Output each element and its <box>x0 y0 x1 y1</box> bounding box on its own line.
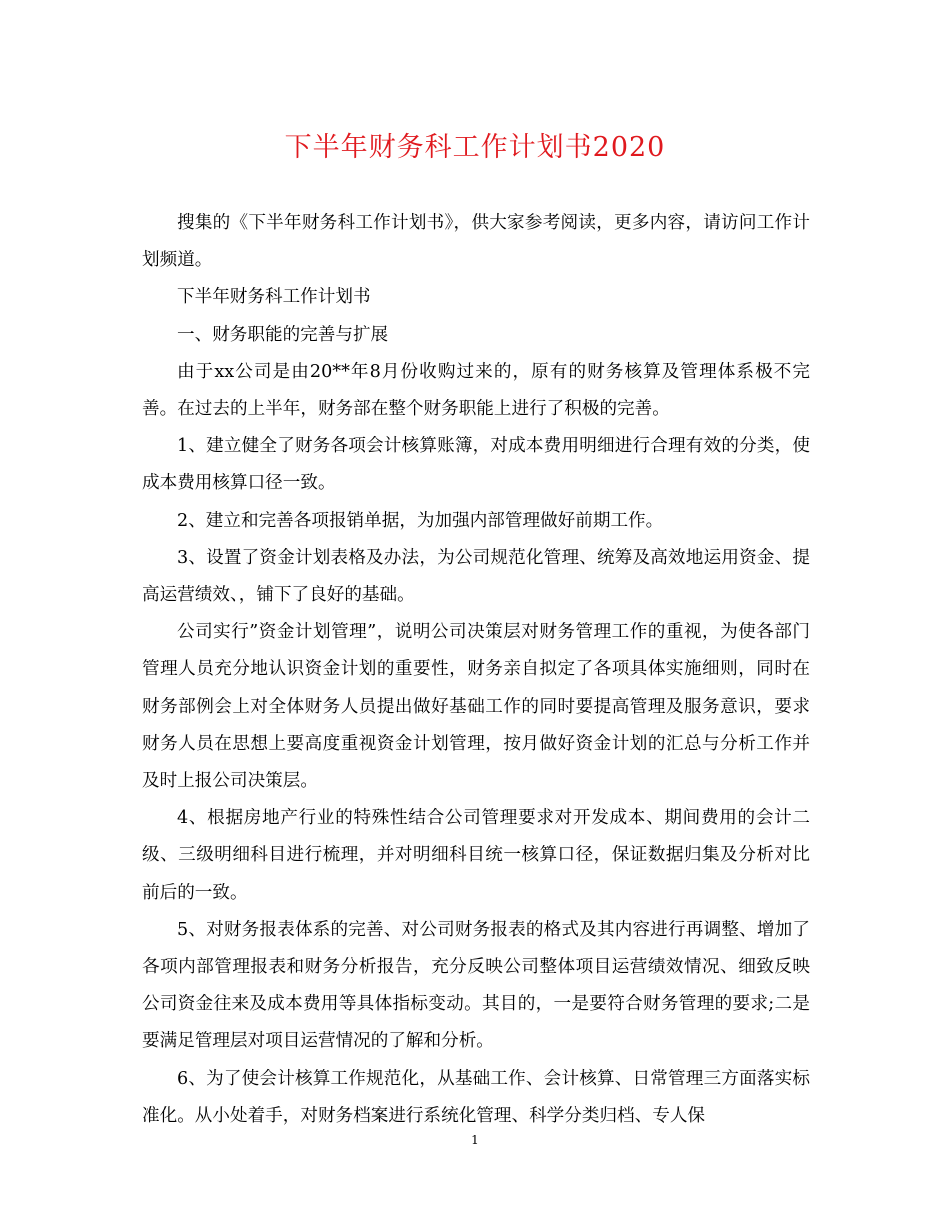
intro-paragraph: 搜集的《下半年财务科工作计划书》，供大家参考阅读，更多内容，请访问工作计划频道。 <box>142 213 810 271</box>
list-item-5: 5、对财务报表体系的完善、对公司财务报表的格式及其内容进行再调整、增加了各项内部管理报表和财务分析报告，充分反映公司整体项目运营绩效情况、细致反映公司资金往来及成本费用等具体指标变动。其目的，一是要符合财务管理的要求;二是要满足管理层对项目运营情况的了解和分析。 <box>142 919 810 1052</box>
document-title: 下半年财务科工作计划书2020 <box>284 132 666 163</box>
list-item-4: 4、根据房地产行业的特殊性结合公司管理要求对开发成本、期间费用的会计二级、三级明细科目进行梳理，并对明细科目统一核算口径，保证数据归集及分析对比前后的一致。 <box>142 808 810 903</box>
document-body <box>142 205 810 1135</box>
list-item-1: 1、建立健全了财务各项会计核算账簿，对成本费用明细进行合理有效的分类，使成本费用核算口径一致。 <box>142 436 810 494</box>
page-number: 1 <box>471 1133 479 1147</box>
list-item-3: 3、设置了资金计划表格及办法，为公司规范化管理、统筹及高效地运用资金、提高运营绩效、，铺下了良好的基础。 <box>142 547 810 606</box>
body-paragraph: 公司实行”资金计划管理”，说明公司决策层对财务管理工作的重视，为使各部门管理人员充分地认识资金计划的重要性，财务亲自拟定了各项具体实施细则，同时在财务部例会上对全体财务人员提出做好基础工作的同时要提高管理及服务意识，要求财务人员在思想上要高度重视资金计划管理，按月做好资金计划的汇总与分析工作并及时上报公司决策层。 <box>142 622 810 792</box>
subtitle-paragraph: 下半年财务科工作计划书 <box>177 287 371 308</box>
body-paragraph: 由于xx公司是由20**年8月份收购过来的，原有的财务核算及管理体系极不完善。在过去的上半年，财务部在整个财务职能上进行了积极的完善。 <box>142 361 810 420</box>
list-item-6: 6、为了使会计核算工作规范化，从基础工作、会计核算、日常管理三方面落实标准化。从小处着手，对财务档案进行系统化管理、科学分类归档、专人保 <box>142 1068 810 1126</box>
list-item-2: 2、建立和完善各项报销单据，为加强内部管理做好前期工作。 <box>177 510 664 531</box>
section-heading: 一、财务职能的完善与扩展 <box>177 324 389 345</box>
